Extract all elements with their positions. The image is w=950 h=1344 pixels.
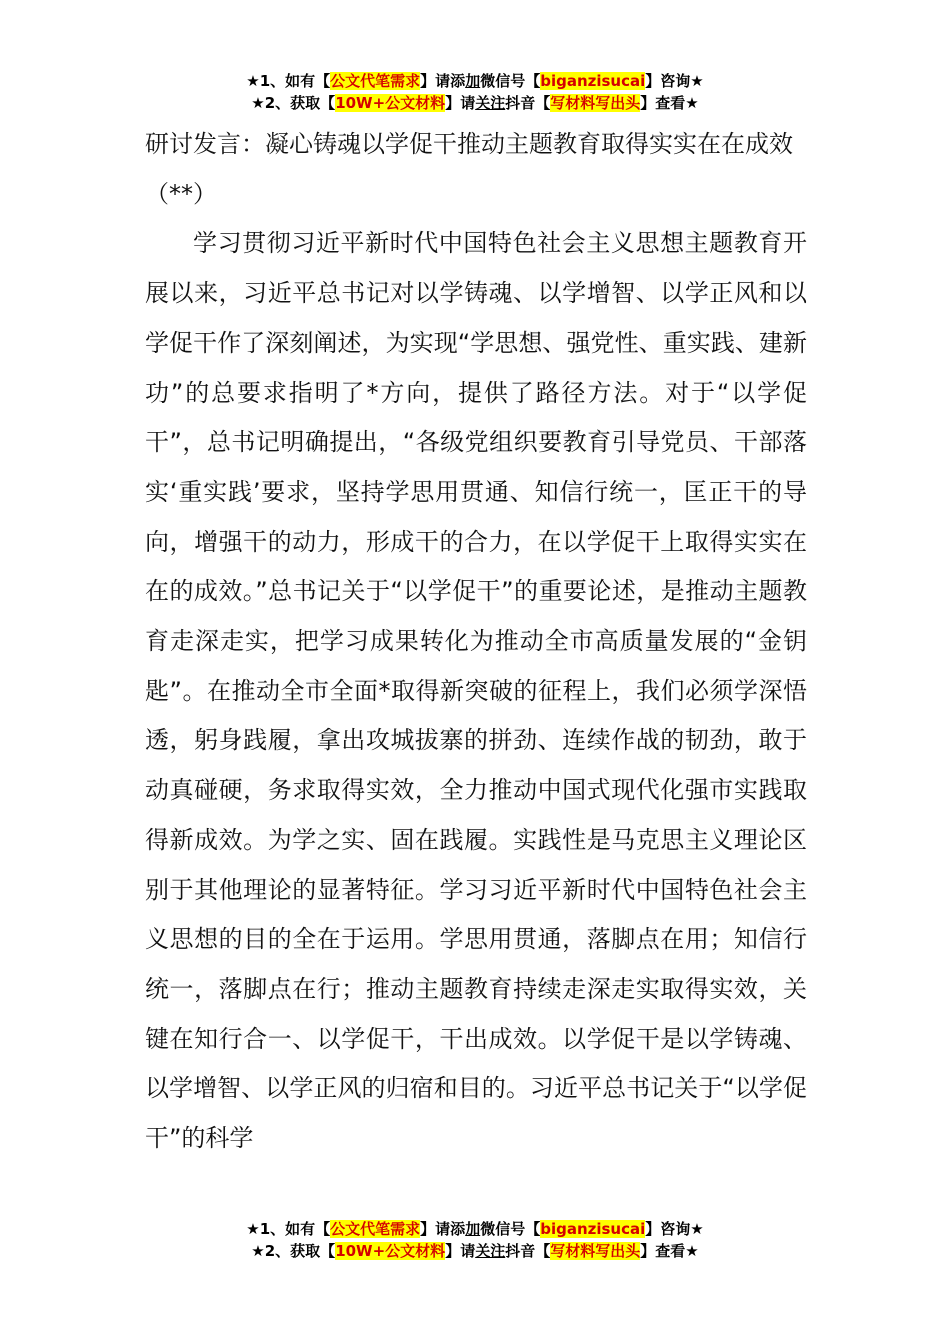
header-line-1-underlined: 加 bbox=[465, 72, 481, 90]
footer-line-1-prefix: 1、如有【 bbox=[259, 1220, 331, 1238]
footer-line-2-mid2: 抖音【 bbox=[505, 1242, 551, 1260]
highlight-douyin: 写材料写出头 bbox=[550, 1242, 641, 1260]
highlight-service: 公文代笔需求 bbox=[330, 1220, 421, 1238]
header-line-2-mid: 】请 bbox=[445, 94, 476, 112]
header-line-1-mid2: 微信号【 bbox=[480, 72, 541, 90]
footer-line-1-mid: 】请添 bbox=[420, 1220, 466, 1238]
star-icon: ★ bbox=[246, 72, 260, 90]
star-icon: ★ bbox=[251, 1242, 265, 1260]
highlight-douyin: 写材料写出头 bbox=[550, 94, 641, 112]
document-body bbox=[145, 120, 807, 1164]
header-line-1-suffix: 】咨询★ bbox=[645, 72, 704, 90]
highlight-wechat-id: biganzisucai bbox=[540, 72, 646, 90]
footer-banner bbox=[0, 1218, 950, 1262]
highlight-service: 公文代笔需求 bbox=[330, 72, 421, 90]
header-line-1-mid: 】请添 bbox=[420, 72, 466, 90]
highlight-wechat-id: biganzisucai bbox=[540, 1220, 646, 1238]
footer-line-1-mid2: 微信号【 bbox=[480, 1220, 541, 1238]
header-line-1 bbox=[0, 70, 950, 92]
highlight-materials: 10W+公文材料 bbox=[335, 1242, 446, 1260]
footer-line-2-mid: 】请 bbox=[445, 1242, 476, 1260]
footer-line-1-underlined: 加 bbox=[465, 1220, 481, 1238]
star-icon: ★ bbox=[251, 94, 265, 112]
footer-line-2-suffix: 】查看★ bbox=[640, 1242, 699, 1260]
header-line-2 bbox=[0, 92, 950, 114]
footer-line-1 bbox=[0, 1218, 950, 1240]
header-banner bbox=[0, 70, 950, 114]
footer-line-1-suffix: 】咨询★ bbox=[645, 1220, 704, 1238]
header-line-2-suffix: 】查看★ bbox=[640, 94, 699, 112]
footer-line-2-prefix: 2、获取【 bbox=[264, 1242, 336, 1260]
footer-line-2-underlined: 关注 bbox=[475, 1242, 506, 1260]
header-line-2-mid2: 抖音【 bbox=[505, 94, 551, 112]
header-line-1-prefix: 1、如有【 bbox=[259, 72, 331, 90]
header-line-2-prefix: 2、获取【 bbox=[264, 94, 336, 112]
header-line-2-underlined: 关注 bbox=[475, 94, 506, 112]
body-paragraph: 学习贯彻习近平新时代中国特色社会主义思想主题教育开展以来，习近平总书记对以学铸魂、以学增智、以学正风和以学促干作了深刻阐述，为实现“学思想、强党性、重实践、建新功”的总要求指明了*方向，提供了路径方法。对于“以学促干”，总书记明确提出，“各级党组织要教育引导党员、干部落实‘重实践’要求，坚持学思用贯通、知信行统一，匡正干的导向，增强干的动力，形成干的合力，在以学促干上取得实实在在的成效。”总书记关于“以学促干”的重要论述，是推动主题教育走深走实，把学习成果转化为推动全市高质量发展的“金钥匙”。在推动全市全面*取得新突破的征程上，我们必须学深悟透，躬身践履，拿出攻城拔寨的拼劲、连续作战的韧劲，敢于动真碰硬，务求取得实效，全力推动中国式现代化强市实践取得新成效。为学之实、固在践履。实践性是马克思主义理论区别于其他理论的显著特征。学习习近平新时代中国特色社会主义思想的目的全在于运用。学思用贯通，落脚点在用；知信行统一，落脚点在行；推动主题教育持续走深走实取得实效，关键在知行合一、以学促干，干出成效。以学促干是以学铸魂、以学增智、以学正风的归宿和目的。习近平总书记关于“以学促干”的科学 bbox=[145, 229, 807, 1153]
document-title: 研讨发言：凝心铸魂以学促干推动主题教育取得实实在在成效（**） bbox=[145, 130, 793, 208]
highlight-materials: 10W+公文材料 bbox=[335, 94, 446, 112]
footer-line-2 bbox=[0, 1240, 950, 1262]
star-icon: ★ bbox=[246, 1220, 260, 1238]
